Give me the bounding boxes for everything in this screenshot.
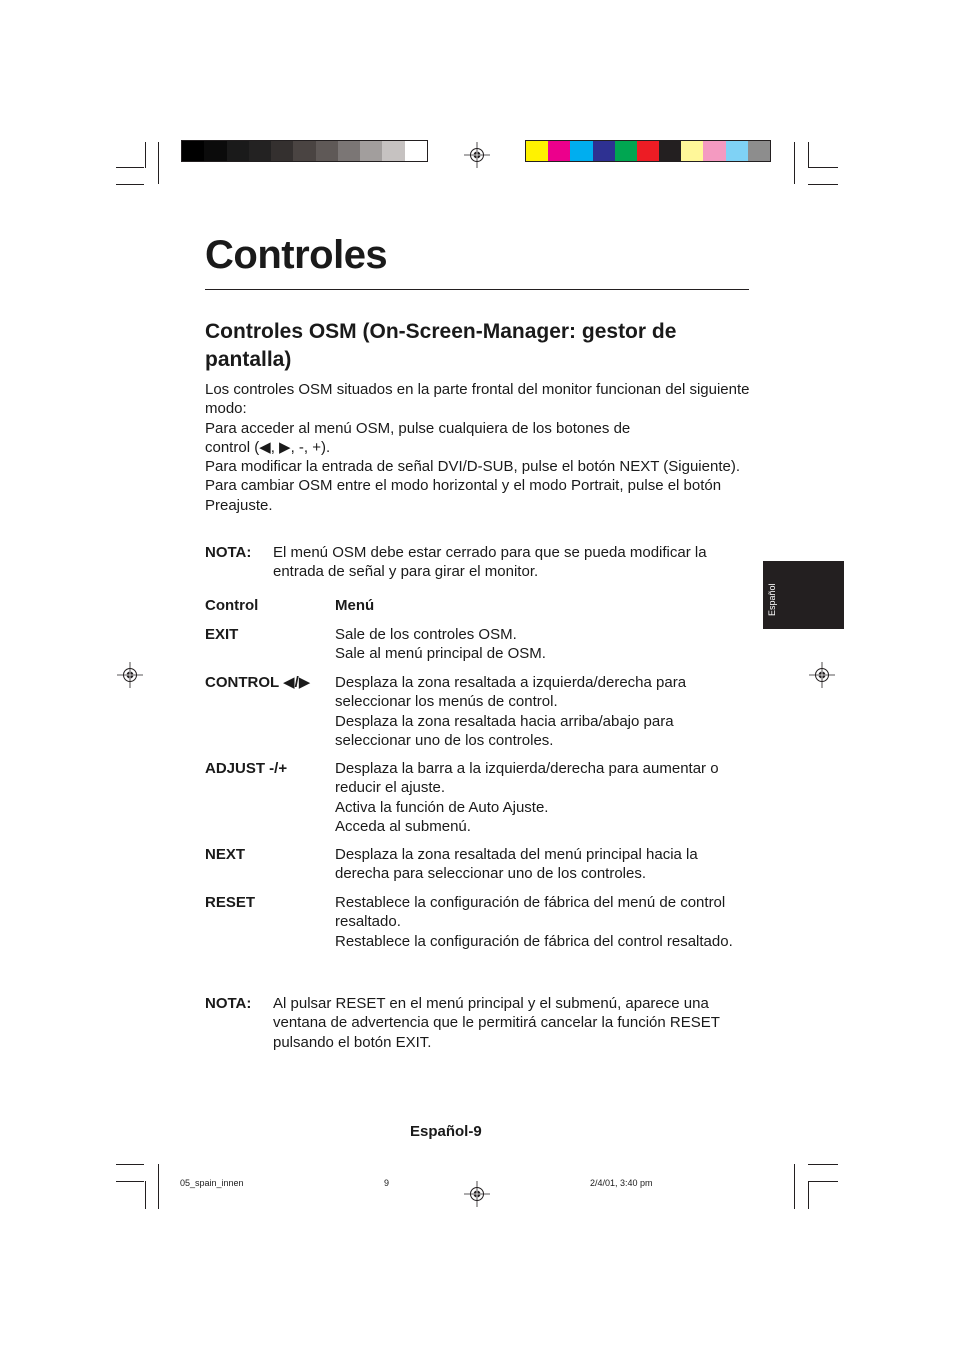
color-swatch: [182, 141, 204, 161]
description-line: Sale al menú principal de OSM.: [335, 645, 546, 663]
color-swatch: [204, 141, 226, 161]
slug-filename: 05_spain_innen: [180, 1178, 244, 1188]
color-swatch: [659, 141, 681, 161]
registration-mark-icon: [117, 662, 143, 688]
language-tab: [763, 561, 844, 629]
column-header-control: Control: [205, 597, 259, 614]
control-description: [335, 845, 750, 884]
color-swatch: [293, 141, 315, 161]
page-title: Controles: [205, 233, 388, 277]
color-swatch: [316, 141, 338, 161]
control-description: [335, 625, 750, 664]
slug-date: 2/4/01, 3:40 pm: [590, 1178, 653, 1188]
table-row: [205, 673, 750, 750]
control-key: RESET: [205, 894, 256, 911]
color-swatch: [681, 141, 703, 161]
description-line: Restablece la configuración de fábrica del control resaltado.: [335, 932, 733, 950]
note-block: [205, 994, 750, 1052]
description-line: Activa la función de Auto Ajuste.: [335, 798, 549, 816]
color-swatch: [593, 141, 615, 161]
description-line: Acceda al submenú.: [335, 817, 471, 835]
description-line: Desplaza la zona resaltada hacia arriba/abajo para seleccionar uno de los controles.: [335, 712, 674, 749]
color-swatch: [703, 141, 725, 161]
color-swatch: [227, 141, 249, 161]
grayscale-bar: [181, 140, 428, 162]
color-swatch: [615, 141, 637, 161]
note-label: NOTA:: [205, 995, 252, 1012]
note-label: NOTA:: [205, 544, 252, 561]
registration-mark-icon: [464, 142, 490, 168]
color-swatch: [748, 141, 770, 161]
control-key: ADJUST -/+: [205, 760, 288, 777]
control-description: [335, 759, 750, 836]
note-block: [205, 543, 750, 582]
slug-page: 9: [384, 1178, 390, 1188]
table-row: [205, 759, 750, 836]
title-divider: [205, 289, 749, 290]
section-heading: Controles OSM (On-Screen-Manager: gestor de pantalla): [205, 320, 677, 371]
color-swatch: [249, 141, 271, 161]
intro-line: Los controles OSM situados en la parte frontal del monitor funcionan del siguiente modo:: [205, 381, 750, 418]
description-line: Desplaza la zona resaltada del menú principal hacia la derecha para seleccionar uno de los controles.: [335, 846, 698, 883]
description-line: Restablece la configuración de fábrica del menú de control resaltado.: [335, 894, 726, 931]
table-row: [205, 625, 750, 664]
intro-paragraph: [205, 380, 750, 515]
registration-mark-icon: [809, 662, 835, 688]
color-swatch: [382, 141, 404, 161]
color-swatch: [526, 141, 548, 161]
control-key: NEXT: [205, 846, 246, 863]
color-swatch: [271, 141, 293, 161]
description-line: Desplaza la barra a la izquierda/derecha para aumentar o reducir el ajuste.: [335, 760, 719, 797]
note-text: Al pulsar RESET en el menú principal y el submenú, aparece una ventana de advertencia que le permitirá cancelar la función RESET pulsando el botón EXIT.: [273, 995, 720, 1051]
note-text: El menú OSM debe estar cerrado para que se pueda modificar la entrada de señal y para girar el monitor.: [273, 544, 707, 581]
description-line: Sale de los controles OSM.: [335, 626, 517, 643]
intro-line: control (◀, ▶, -, +).: [205, 438, 331, 456]
control-description: [335, 673, 750, 750]
intro-line: Para cambiar OSM entre el modo horizontal y el modo Portrait, pulse el botón Preajuste.: [205, 477, 722, 514]
color-bar: [525, 140, 771, 162]
page-number-label: Español-9: [410, 1123, 482, 1140]
color-swatch: [338, 141, 360, 161]
intro-line: Para modificar la entrada de señal DVI/D-SUB, pulse el botón NEXT (Siguiente).: [205, 458, 740, 476]
table-row: [205, 893, 750, 951]
control-key: EXIT: [205, 626, 239, 643]
color-swatch: [637, 141, 659, 161]
table-row: [205, 845, 750, 884]
control-description: [335, 893, 750, 951]
color-swatch: [405, 141, 427, 161]
color-swatch: [570, 141, 592, 161]
color-swatch: [548, 141, 570, 161]
language-tab-label: Español: [767, 583, 777, 616]
registration-mark-icon: [464, 1181, 490, 1207]
color-swatch: [726, 141, 748, 161]
color-swatch: [360, 141, 382, 161]
intro-line: Para acceder al menú OSM, pulse cualquiera de los botones de: [205, 419, 631, 437]
description-line: Desplaza la zona resaltada a izquierda/derecha para seleccionar los menús de control.: [335, 674, 687, 711]
column-header-menu: Menú: [335, 597, 375, 614]
control-key: CONTROL ◀/▶: [205, 674, 311, 691]
